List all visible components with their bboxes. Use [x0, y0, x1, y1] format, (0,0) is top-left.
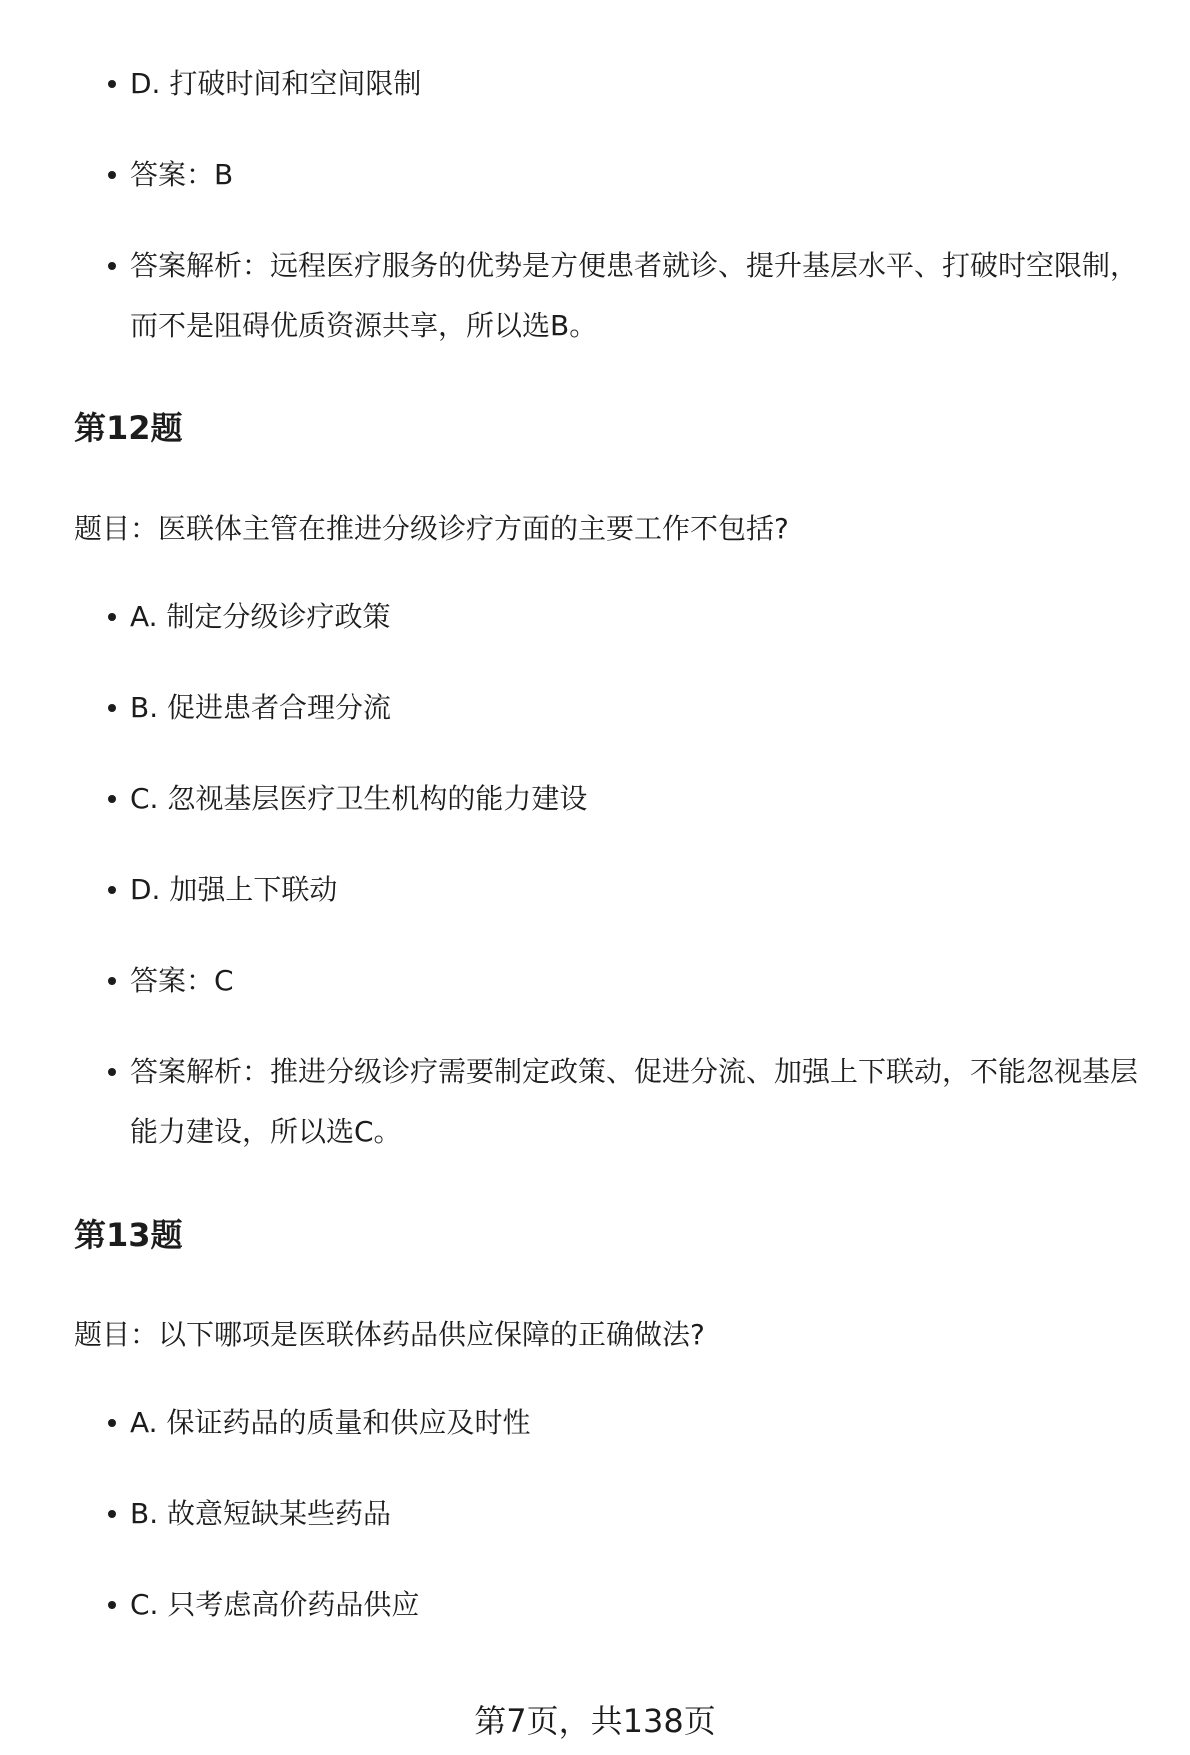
answer-line: 答案：B [130, 145, 1160, 205]
option-a: A. 制定分级诊疗政策 [130, 587, 1160, 647]
option-d: D. 加强上下联动 [130, 860, 1160, 920]
option-d: D. 打破时间和空间限制 [130, 54, 1160, 114]
answer-line: 答案：C [130, 951, 1160, 1011]
page-number-footer: 第7页，共138页 [474, 1702, 716, 1740]
question-text: 题目：医联体主管在推进分级诊疗方面的主要工作不包括? [74, 512, 789, 545]
option-c: C. 只考虑高价药品供应 [130, 1575, 1160, 1635]
option-b: B. 故意短缺某些药品 [130, 1484, 1160, 1544]
answer-analysis: 答案解析：推进分级诊疗需要制定政策、促进分流、加强上下联动，不能忽视基层能力建设，所以选C。 [130, 1042, 1160, 1162]
question-heading: 第12题 [74, 409, 183, 447]
option-c: C. 忽视基层医疗卫生机构的能力建设 [130, 769, 1160, 829]
question-heading: 第13题 [74, 1216, 183, 1254]
answer-analysis: 答案解析：远程医疗服务的优势是方便患者就诊、提升基层水平、打破时空限制，而不是阻碍优质资源共享，所以选B。 [130, 236, 1160, 356]
option-b: B. 促进患者合理分流 [130, 678, 1160, 738]
question-text: 题目：以下哪项是医联体药品供应保障的正确做法? [74, 1318, 705, 1351]
option-a: A. 保证药品的质量和供应及时性 [130, 1393, 1160, 1453]
